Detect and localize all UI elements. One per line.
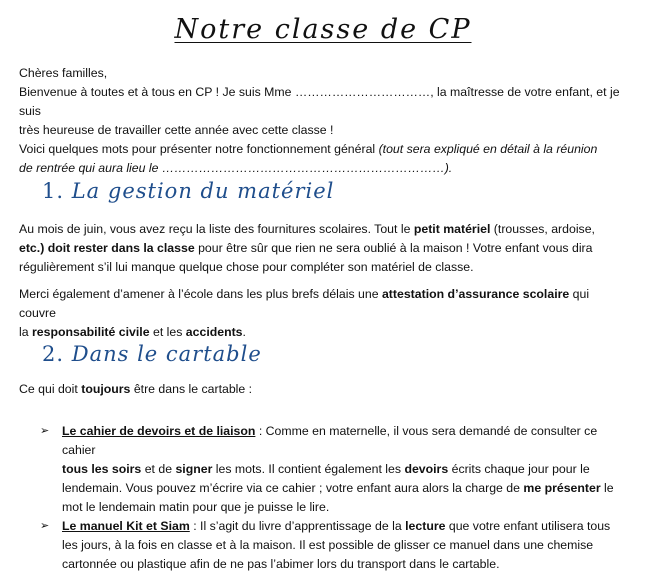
intro-line: de rentrée qui aura lieu le ……………………………………………………………).: [19, 161, 453, 175]
section2-lead: Ce qui doit toujours être dans le cartable :: [19, 382, 253, 396]
list-item: ➢ Le cahier de devoirs et de liaison : Comme en maternelle, il vous sera demandé de consulter ce cahier tous les soirs et de signer les mots. Il contient également les devoirs écrits chaque jour pour le lendemain. Vous pouvez m’écrire via ce cahier ; votre enfant aura alors la charge de me présenter le mot le lendemain matin pour que je puisse le lire.: [40, 424, 614, 514]
section-heading-materiel: 1. La gestion du matériel: [42, 179, 335, 203]
section1-paragraph-1: Au mois de juin, vous avez reçu la liste des fournitures scolaires. Tout le petit matériel (trousses, ardoise, etc.) doit rester dans la classe pour être sûr que rien ne sera oublié à la maison ! Votre enfant vous dira régulièrement s’il lui manque quelque chose pour compléter son matériel de classe.: [19, 222, 595, 274]
blank-name: ……………………………: [294, 85, 431, 99]
intro-paragraph: [19, 64, 627, 178]
intro-line: Bienvenue à toutes et à tous en CP ! Je suis Mme ……………………………, la maîtresse de votre enfant, et je suis: [19, 85, 620, 118]
intro-line: Voici quelques mots pour présenter notre fonctionnement général (tout sera expliqué en détail à la réunion: [19, 142, 598, 156]
intro-line: très heureuse de travailler cette année avec cette classe !: [19, 123, 334, 137]
list-item: ➢ Le manuel Kit et Siam : Il s’agit du livre d’apprentissage de la lecture que votre enfant utilisera tous les jours, à la fois en classe et à la maison. Il est possible de glisser ce manuel dans une chemise cartonnée ou plastique afin de ne pas l’abimer lors du transport dans le cartable.: [40, 519, 611, 571]
arrow-bullet-icon: ➢: [40, 520, 50, 532]
page-title: Notre classe de CP: [174, 14, 472, 45]
arrow-bullet-icon: ➢: [40, 425, 50, 437]
intro-greeting: Chères familles,: [19, 66, 108, 80]
section-heading-cartable: 2. Dans le cartable: [42, 342, 262, 366]
cartable-list: [38, 422, 618, 574]
section1-paragraph-2: Merci également d’amener à l’école dans les plus brefs délais une attestation d’assurance scolaire qui couvre la responsabilité civile et les accidents.: [19, 287, 590, 339]
